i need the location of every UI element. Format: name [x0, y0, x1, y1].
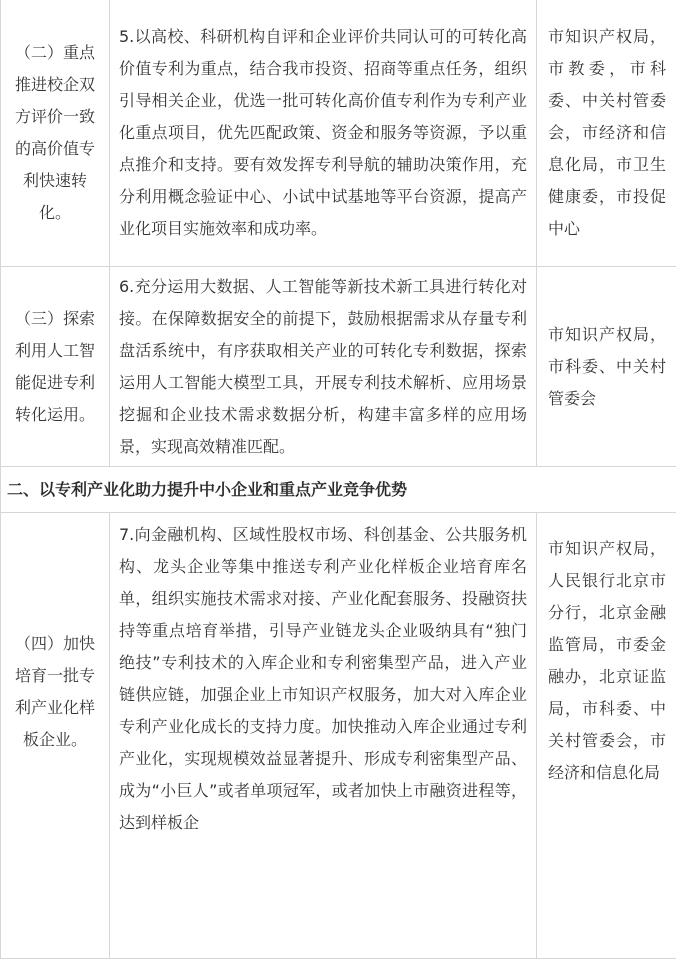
task-category: （二）重点推进校企双方评价一致的高价值专利快速转化。: [5, 37, 105, 229]
responsible-units: 市知识产权局，市教委，市科委、中关村管委会，市经济和信息化局，市卫生健康委，市投促中心: [537, 0, 676, 267]
task-content: 5.以高校、科研机构自评和企业评价共同认可的可转化高价值专利为重点，结合我市投资、招商等重点任务，组织引导相关企业，优选一批可转化高价值专利作为专利产业化重点项目，优先匹配政策、资金和服务等资源，予以重点推介和支持。要有效发挥专利导航的辅助决策作用，充分利用概念验证中心、小试中试基地等平台资源，提高产业化项目实施效率和成功率。: [110, 0, 537, 267]
table-row: [1, 267, 676, 467]
section-heading-row: [1, 467, 676, 513]
task-category: （四）加快培育一批专利产业化样板企业。: [5, 628, 105, 756]
table-row: [1, 0, 676, 267]
task-content: 7.向金融机构、区域性股权市场、科创基金、公共服务机构、龙头企业等集中推送专利产业化样板企业培育库名单，组织实施技术需求对接、产业化配套服务、投融资扶持等重点培育举措，引导产业链龙头企业吸纳具有“独门绝技”专利技术的入库企业和专利密集型产品，进入产业链供应链，加强企业上市知识产权服务，加大对入库企业专利产业化成长的支持力度。加快推动入库企业通过专利产业化，实现规模效益显著提升、形成专利密集型产品、成为“小巨人”或者单项冠军，或者加快上市融资进程等，达到样板企: [110, 513, 537, 959]
task-category-cell: [1, 0, 110, 267]
responsible-units: 市知识产权局，人民银行北京市分行，北京金融监管局，市委金融办，北京证监局，市科委、中关村管委会，市经济和信息化局: [537, 513, 676, 959]
task-category: （三）探索利用人工智能促进专利转化运用。: [5, 303, 105, 431]
section-heading: 二、以专利产业化助力提升中小企业和重点产业竞争优势: [1, 467, 676, 513]
table-row: [1, 513, 676, 959]
task-category-cell: [1, 267, 110, 467]
task-category-cell: [1, 513, 110, 959]
responsible-units: 市知识产权局，市科委、中关村管委会: [537, 267, 676, 467]
task-content: 6.充分运用大数据、人工智能等新技术新工具进行转化对接。在保障数据安全的前提下，鼓励根据需求从存量专利盘活系统中，有序获取相关产业的可转化专利数据，探索运用人工智能大模型工具，开展专利技术解析、应用场景挖掘和企业技术需求数据分析，构建丰富多样的应用场景，实现高效精准匹配。: [110, 267, 537, 467]
